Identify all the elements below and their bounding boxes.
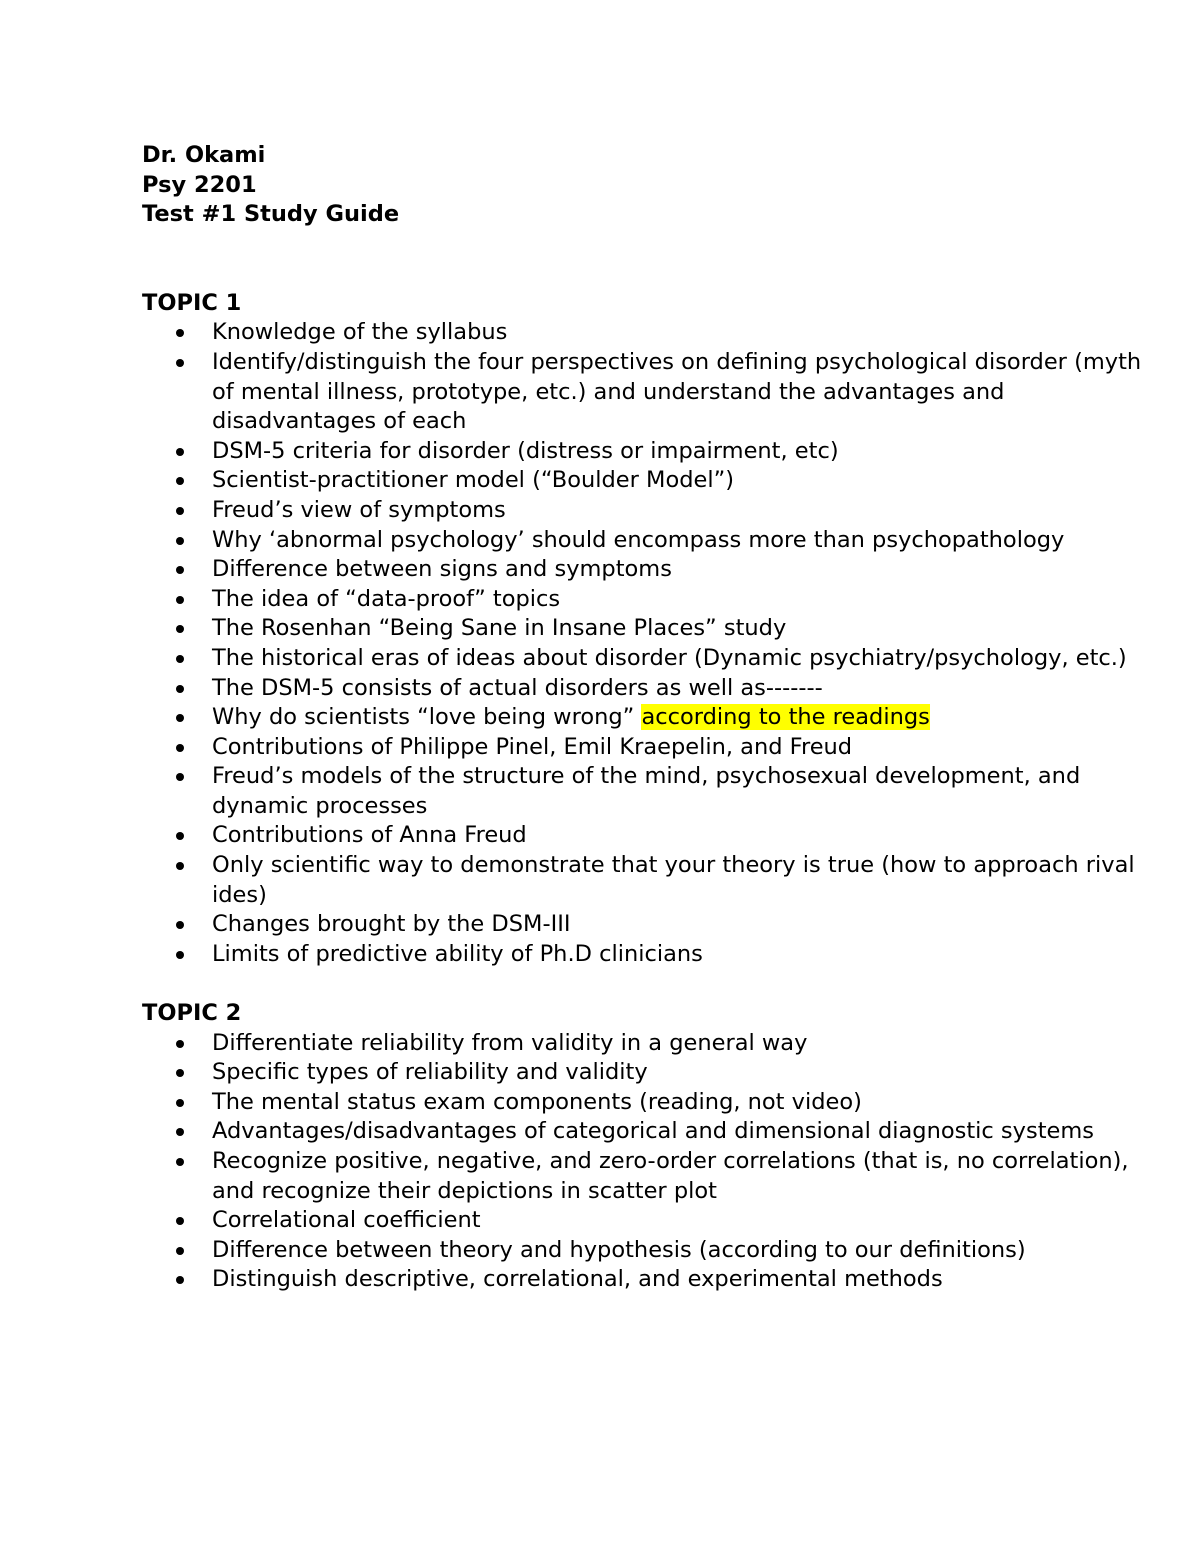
list-item-text: Identify/distinguish the four perspectives on defining psychological disorder (myth of mental illness, prototype, etc.) and understand the advantages and disadvantages of each (212, 348, 1142, 435)
list-item (142, 733, 1142, 763)
list-item-text: Freud’s models of the structure of the mind, psychosexual development, and dynamic processes (212, 763, 1081, 819)
list-item-text: Contributions of Anna Freud (212, 822, 527, 849)
list-item (142, 1088, 1142, 1118)
list-item (142, 910, 1142, 940)
list-item-text: Correlational coefficient (212, 1207, 481, 1234)
list-item (142, 614, 1142, 644)
list-item-text: Contributions of Philippe Pinel, Emil Kraepelin, and Freud (212, 733, 853, 760)
bullet-icon (176, 329, 184, 337)
document-page (142, 141, 1142, 1295)
list-item (142, 1029, 1142, 1059)
bullet-icon (176, 359, 184, 367)
list-item (142, 437, 1142, 467)
list-item-text: Recognize positive, negative, and zero-order correlations (that is, no correlation), and recognize their depictions in scatter plot (212, 1148, 1129, 1204)
bullet-icon (176, 1217, 184, 1225)
section-gap (142, 969, 1142, 999)
topic-1-list (142, 318, 1142, 969)
list-item (142, 555, 1142, 585)
list-item-text: The historical eras of ideas about disorder (Dynamic psychiatry/psychology, etc.) (212, 644, 1127, 671)
list-item (142, 674, 1142, 704)
list-item-text: Only scientific way to demonstrate that your theory is true (how to approach rival ides) (212, 852, 1135, 908)
list-item (142, 1117, 1142, 1147)
topic-2-title: TOPIC 2 (142, 1000, 242, 1027)
bullet-icon (176, 477, 184, 485)
bullet-icon (176, 566, 184, 574)
instructor-name: Dr. Okami (142, 142, 266, 168)
list-item (142, 703, 1142, 733)
list-item-text: Scientist-practitioner model (“Boulder Model”) (212, 467, 735, 494)
list-item-text: Freud’s view of symptoms (212, 496, 506, 523)
bullet-icon (176, 862, 184, 870)
bullet-icon (176, 1276, 184, 1284)
list-item-text: Limits of predictive ability of Ph.D clinicians (212, 940, 703, 967)
list-item (142, 466, 1142, 496)
bullet-icon (176, 625, 184, 633)
list-item-text: Changes brought by the DSM-III (212, 911, 571, 938)
list-item (142, 644, 1142, 674)
bullet-icon (176, 773, 184, 781)
bullet-icon (176, 596, 184, 604)
list-item-text: Knowledge of the syllabus (212, 319, 508, 346)
list-item (142, 851, 1142, 910)
list-item (142, 1265, 1142, 1295)
bullet-icon (176, 537, 184, 545)
list-item-text: The Rosenhan “Being Sane in Insane Places” study (212, 615, 787, 642)
bullet-icon (176, 507, 184, 515)
bullet-icon (176, 655, 184, 663)
bullet-icon (176, 744, 184, 752)
course-code: Psy 2201 (142, 171, 257, 198)
list-item-text: Differentiate reliability from validity in a general way (212, 1029, 808, 1056)
list-item-text: The idea of “data-proof” topics (212, 585, 561, 612)
bullet-icon (176, 1040, 184, 1048)
list-item (142, 821, 1142, 851)
bullet-icon (176, 448, 184, 456)
list-item (142, 585, 1142, 615)
header-spacer (142, 230, 1142, 289)
topic-2-list (142, 1029, 1142, 1295)
bullet-icon (176, 1247, 184, 1255)
topic-1-title: TOPIC 1 (142, 289, 242, 316)
bullet-icon (176, 921, 184, 929)
list-item-text: Why do scientists “love being wrong” (212, 704, 642, 731)
list-item-text: Difference between theory and hypothesis (according to our definitions) (212, 1236, 1026, 1263)
list-item (142, 496, 1142, 526)
bullet-icon (176, 1069, 184, 1077)
bullet-icon (176, 1128, 184, 1136)
bullet-icon (176, 1158, 184, 1166)
list-item-text: The mental status exam components (reading, not video) (212, 1088, 862, 1115)
list-item-text: Why ‘abnormal psychology’ should encompass more than psychopathology (212, 526, 1065, 553)
bullet-icon (176, 1099, 184, 1107)
document-title: Test #1 Study Guide (142, 201, 400, 228)
list-item (142, 526, 1142, 556)
list-item-text: Distinguish descriptive, correlational, and experimental methods (212, 1266, 943, 1293)
list-item-text: Specific types of reliability and validity (212, 1059, 648, 1086)
list-item-text: Advantages/disadvantages of categorical and dimensional diagnostic systems (212, 1118, 1094, 1145)
bullet-icon (176, 714, 184, 722)
bullet-icon (176, 951, 184, 959)
list-item (142, 1206, 1142, 1236)
list-item (142, 1147, 1142, 1206)
list-item (142, 318, 1142, 348)
list-item (142, 348, 1142, 437)
highlighted-text: according to the readings (641, 704, 930, 731)
list-item-text: DSM-5 criteria for disorder (distress or impairment, etc) (212, 437, 839, 464)
list-item-text: The DSM-5 consists of actual disorders as well as------- (212, 674, 823, 701)
list-item (142, 762, 1142, 821)
list-item-text: Difference between signs and symptoms (212, 556, 672, 583)
list-item (142, 1058, 1142, 1088)
list-item (142, 1236, 1142, 1266)
bullet-icon (176, 685, 184, 693)
bullet-icon (176, 832, 184, 840)
list-item (142, 940, 1142, 970)
